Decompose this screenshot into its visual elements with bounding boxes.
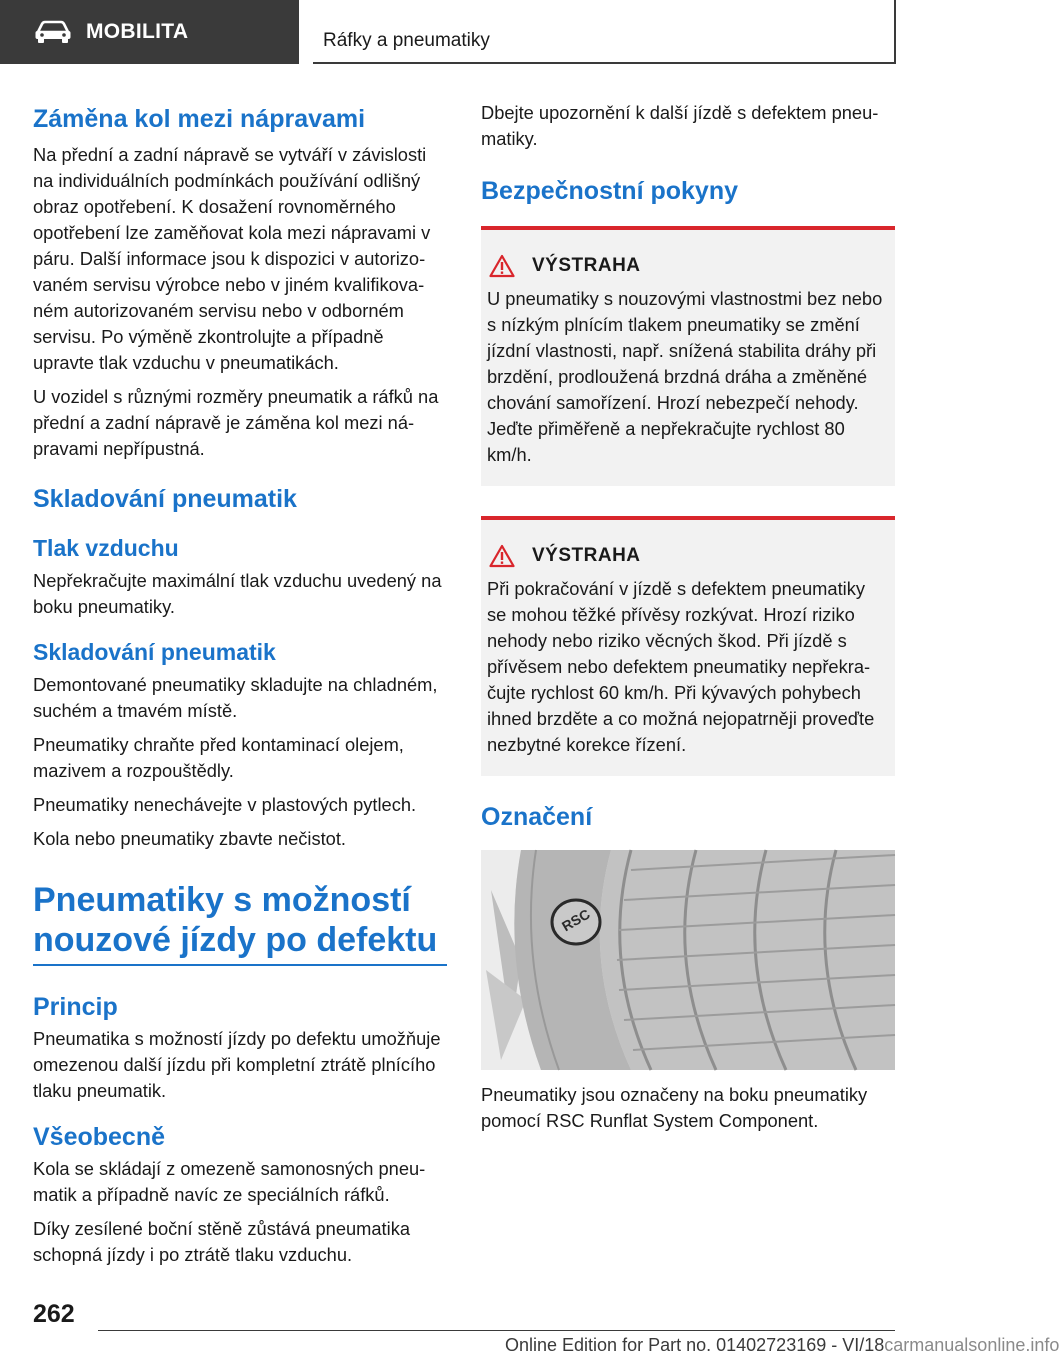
warning-triangle-icon <box>489 544 515 568</box>
edition-info <box>505 1335 1059 1356</box>
heading-safety: Bezpečnostní pokyny <box>481 177 738 205</box>
paragraph-marking: Pneumatiky jsou označeny na boku pneumatiky pomocí RSC Runflat System Component. <box>481 1084 868 1131</box>
paragraph-wheel-swap-2: U vozidel s různými rozměry pneumatik a ráfků na přední a zadní nápravě je záměna kol mezi nápravami nepřípustná. <box>33 386 439 459</box>
edition-text: Online Edition for Part no. 01402723169 - VI/18 <box>505 1335 885 1355</box>
watermark-text: carmanualsonline.info <box>884 1335 1059 1355</box>
paragraph-storage-4: Kola nebo pneumatiky zbavte nečistot. <box>33 828 347 849</box>
paragraph-intro: Dbejte upozornění k další jízdě s defektem pneumatiky. <box>481 102 879 149</box>
warning-triangle-icon <box>489 254 515 278</box>
warning-text-1: U pneumatiky s nouzovými vlastnostmi bez nebo s nízkým plnícím tlakem pneumatiky se změní jízdní vlastnosti, např. snížená stabilita dráhy při brzdění, prodloužená brzdná dráha a změněné chování samořízení. Hrozí nebezpečí nehody. Jeďte přiměřeně a nepřekračujte rychlost 80 km/h. <box>487 288 883 465</box>
tire-illustration <box>481 850 895 1070</box>
paragraph-principle: Pneumatika s možností jízdy po defektu umožňuje omezenou další jízdu při kompletní ztrátě plnícího tlaku pneumatik. <box>33 1028 441 1101</box>
footer-divider <box>98 1330 895 1331</box>
warning-box-2 <box>481 516 895 776</box>
rsc-logo: RSC <box>558 905 593 935</box>
section-title: MOBILITA <box>86 20 189 43</box>
paragraph-general-2: Díky zesílené boční stěně zůstává pneumatika schopná jízdy i po ztrátě tlaku vzduchu. <box>33 1218 411 1265</box>
page-number: 262 <box>33 1300 75 1328</box>
left-column <box>33 100 447 1268</box>
heading-general: Všeobecně <box>33 1123 166 1151</box>
heading-wheel-swap: Záměna kol mezi nápravami <box>33 105 366 133</box>
warning-title-1: VÝSTRAHA <box>532 255 641 276</box>
paragraph-storage-1: Demontované pneumatiky skladujte na chladném, suchém a tmavém místě. <box>33 674 438 721</box>
heading-underline <box>33 964 447 966</box>
heading-runflat-line-1: Pneumatiky s možností <box>33 881 411 919</box>
breadcrumb-text: Ráfky a pneumatiky <box>323 30 490 51</box>
paragraph-storage-3: Pneumatiky nenechávejte v plastových pytlech. <box>33 794 417 815</box>
heading-marking: Označení <box>481 803 593 831</box>
paragraph-general-1: Kola se skládají z omezeně samonosných pneumatik a případně navíc ze speciálních ráfků. <box>33 1158 426 1205</box>
heading-storage-sub: Skladování pneumatik <box>33 639 276 665</box>
heading-runflat-line-2: nouzové jízdy po defektu <box>33 921 438 959</box>
car-icon <box>34 20 72 44</box>
paragraph-wheel-swap-1: Na přední a zadní nápravě se vytváří v závislosti na individuálních podmínkách používání odlišný obraz opotřebení. K dosažení rovnoměrného opotřebení lze zaměňovat kola mezi nápravami v páru. Další informace jsou k dispozici v autorizovaném servisu výrobce nebo v jiném kvalifikovaném autorizovaném servisu nebo v odborném servisu. Po výměně zkontrolujte a případně upravte tlak vzduchu v pneumatikách. <box>33 144 431 373</box>
heading-air-pressure: Tlak vzduchu <box>33 535 179 561</box>
warning-text-2: Při pokračování v jízdě s defektem pneumatiky se mohou těžké přívěsy rozkývat. Hrozí riziko nehody nebo riziko věcných škod. Při jízdě s přívěsem nebo defektem pneumatiky nepřekračujte rychlost 60 km/h. Při kývavých pohybech ihned brzděte a co možná nejopatrněji proveďte nezbytné korekce řízení. <box>487 578 875 755</box>
heading-tire-storage: Skladování pneumatik <box>33 485 297 513</box>
right-column <box>481 100 895 1134</box>
section-tab <box>0 0 299 64</box>
tire-drawing <box>481 850 895 1070</box>
warning-box-1 <box>481 226 895 486</box>
paragraph-storage-2: Pneumatiky chraňte před kontaminací olejem, mazivem a rozpouštědly. <box>33 734 404 781</box>
breadcrumb <box>313 0 896 64</box>
warning-title-2: VÝSTRAHA <box>532 545 641 566</box>
paragraph-air-pressure: Nepřekračujte maximální tlak vzduchu uvedený na boku pneumatiky. <box>33 570 442 617</box>
heading-principle: Princip <box>33 993 118 1021</box>
